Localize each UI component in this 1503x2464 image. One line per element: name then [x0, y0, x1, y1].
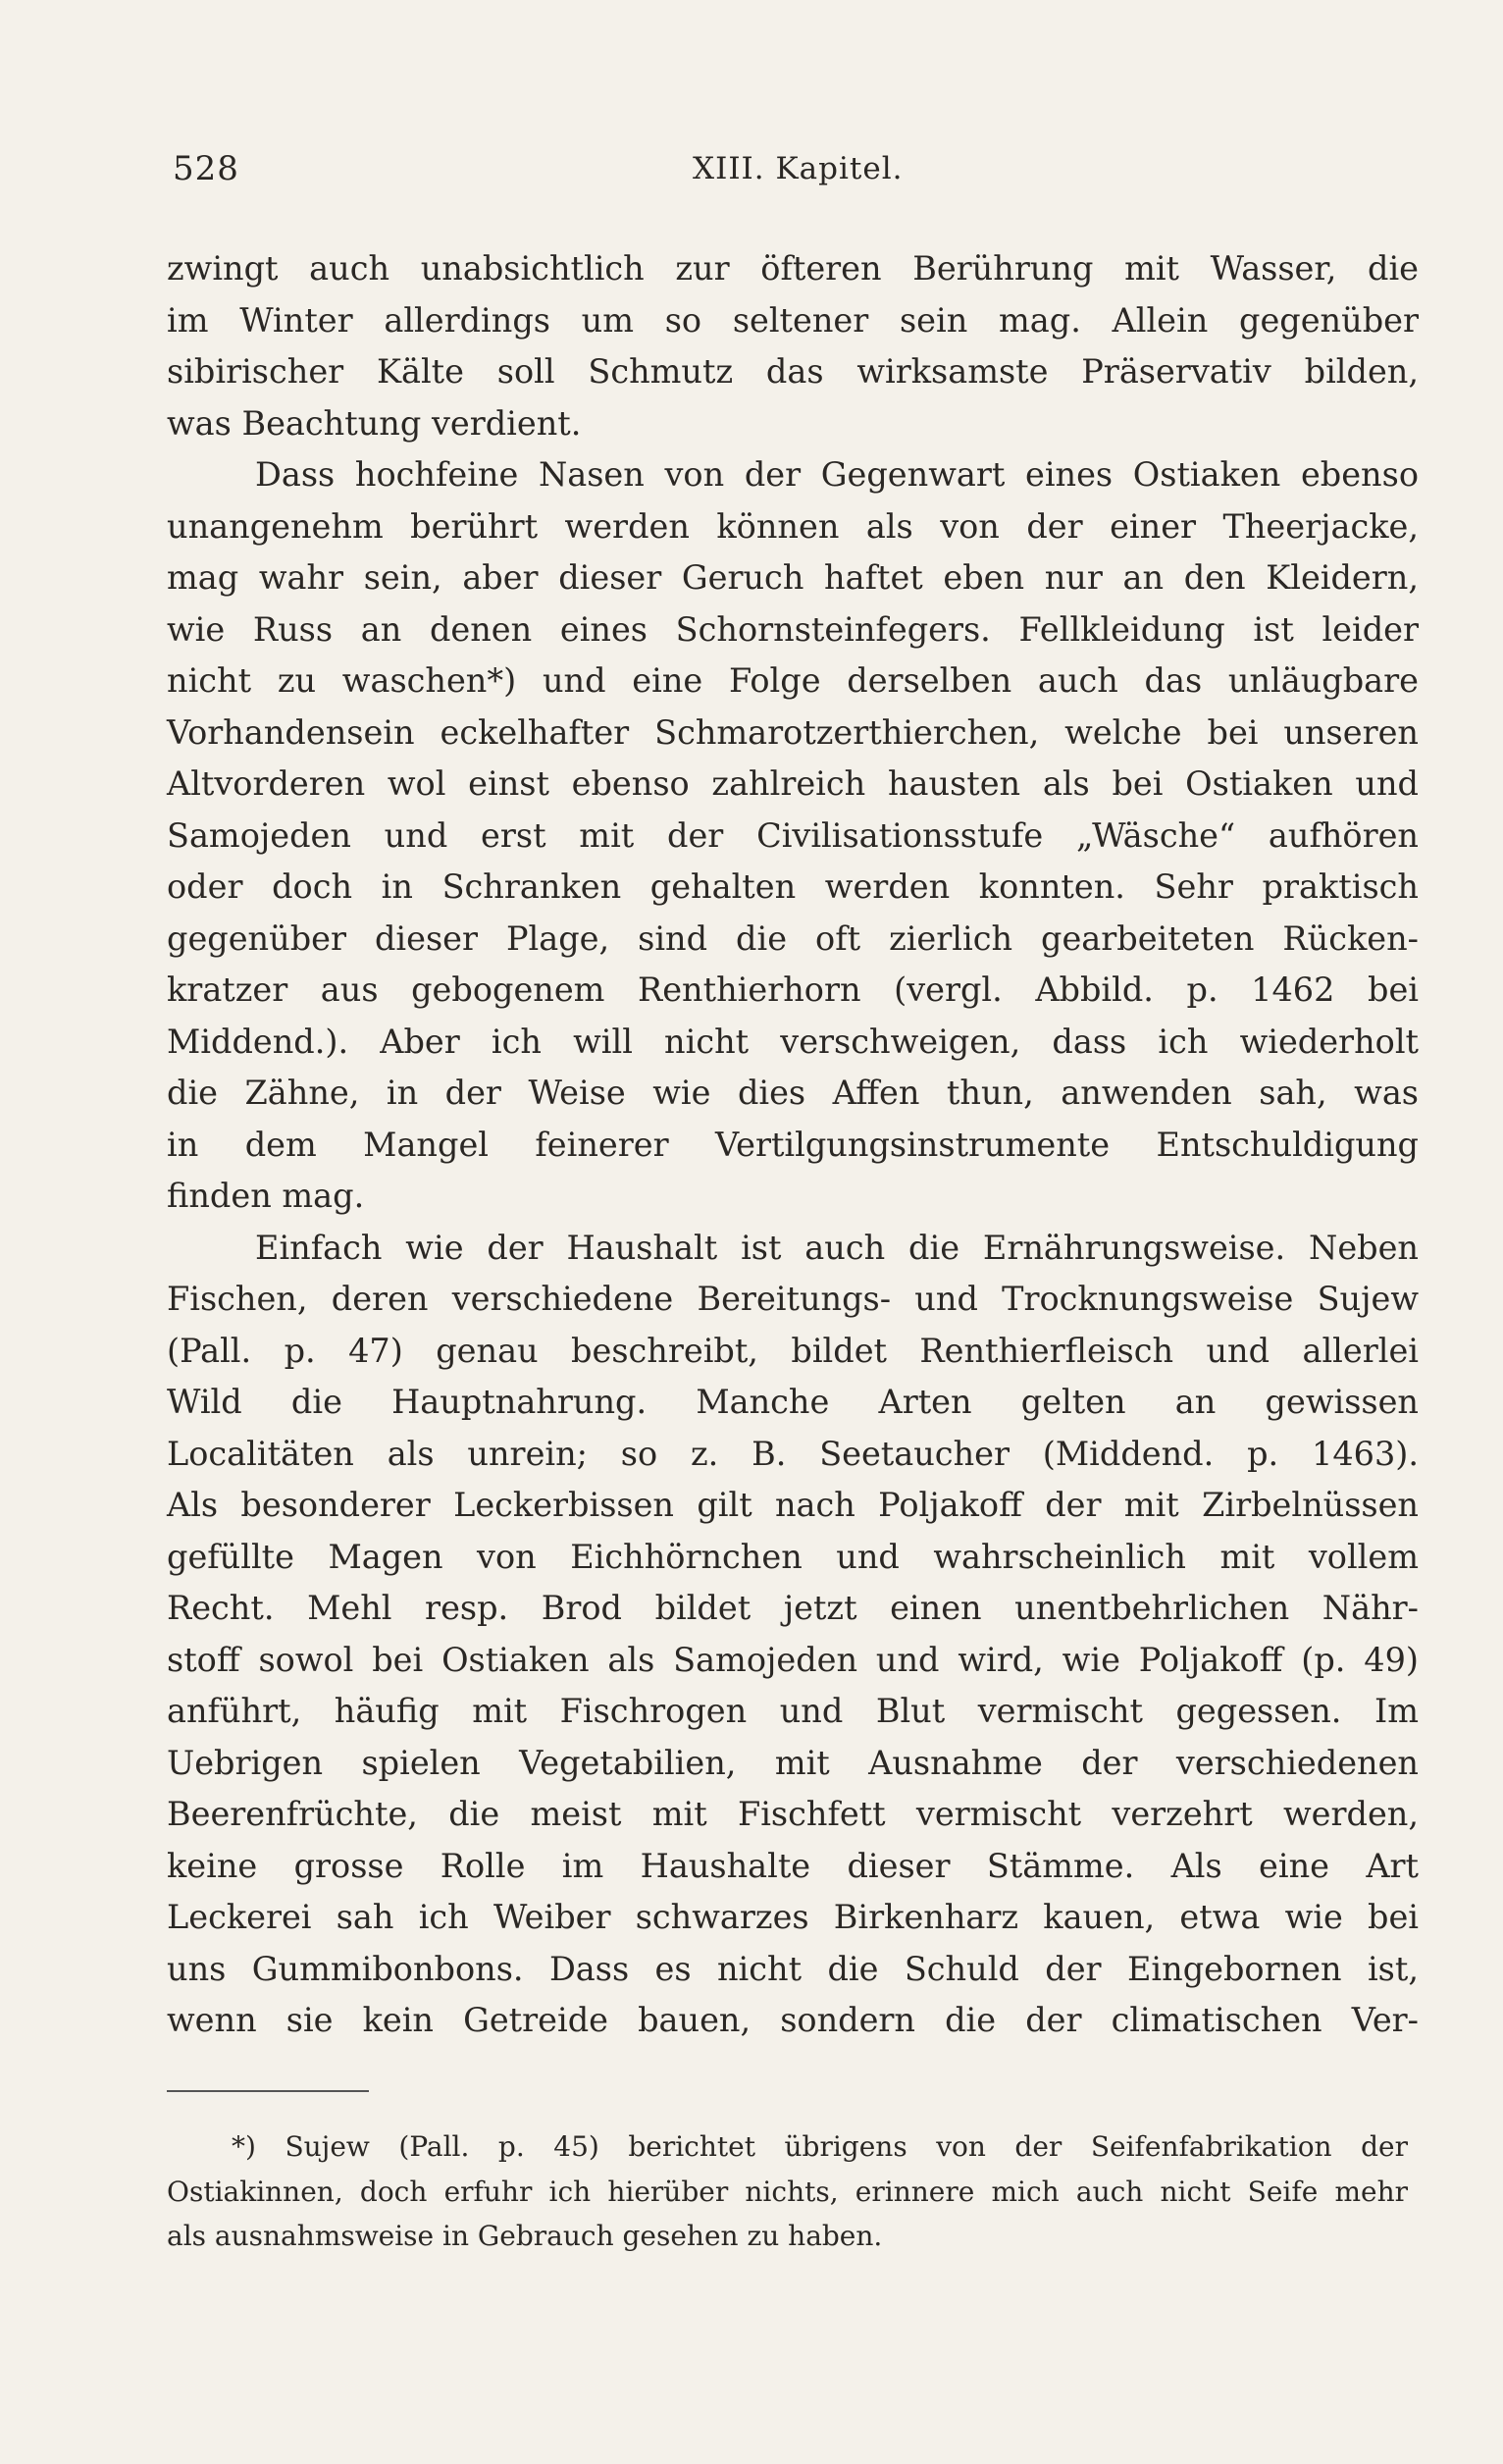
text-line: stoff sowol bei Ostiaken als Samojeden und wird, wie Poljakoff (p. 49): [167, 1640, 1419, 1679]
text-line: Localitäten als unrein; so z. B. Seetaucher (Middend. p. 1463).: [167, 1434, 1419, 1473]
text-line: im Winter allerdings um so seltener sein mag. Allein gegenüber: [167, 300, 1419, 340]
text-line: mag wahr sein, aber dieser Geruch haftet eben nur an den Kleidern,: [167, 558, 1419, 597]
text-line: Beerenfrüchte, die meist mit Fischfett vermischt verzehrt werden,: [167, 1795, 1419, 1833]
text-line: in dem Mangel feinerer Vertilgungsinstrumente Entschuldigung: [167, 1125, 1419, 1164]
footnote-divider: [167, 2090, 369, 2092]
text-line: (Pall. p. 47) genau beschreibt, bildet Renthierfleisch und allerlei: [167, 1331, 1419, 1370]
text-line: Leckerei sah ich Weiber schwarzes Birkenharz kauen, etwa wie bei: [167, 1898, 1419, 1936]
text-line: gefüllte Magen von Eichhörnchen und wahrscheinlich mit vollem: [167, 1537, 1419, 1576]
text-line: Wild die Hauptnahrung. Manche Arten gelten an gewissen: [167, 1383, 1419, 1421]
text-line: Einfach wie der Haushalt ist auch die Ernährungsweise. Neben: [255, 1228, 1419, 1267]
text-line: Dass hochfeine Nasen von der Gegenwart eines Ostiaken ebenso: [255, 455, 1419, 494]
text-line: was Beachtung verdient.: [167, 403, 582, 443]
text-line: sibirischer Kälte soll Schmutz das wirksamste Präservativ bilden,: [167, 352, 1419, 391]
page-number: 528: [173, 149, 239, 188]
text-line: oder doch in Schranken gehalten werden konnten. Sehr praktisch: [167, 867, 1419, 906]
text-line: Recht. Mehl resp. Brod bildet jetzt einen unentbehrlichen Nähr-: [167, 1589, 1419, 1627]
running-head: XIII. Kapitel.: [693, 151, 904, 186]
text-line: kratzer aus gebogenem Renthierhorn (vergl. Abbild. p. 1462 bei: [167, 970, 1419, 1009]
body-text: [167, 243, 1419, 2047]
text-line: zwingt auch unabsichtlich zur öfteren Berührung mit Wasser, die: [167, 249, 1419, 288]
text-line: die Zähne, in der Weise wie dies Affen thun, anwenden sah, was: [167, 1074, 1419, 1112]
text-line: anführt, häufig mit Fischrogen und Blut vermischt gegessen. Im: [167, 1692, 1419, 1730]
text-line: gegenüber dieser Plage, sind die oft zierlich gearbeiteten Rücken-: [167, 918, 1419, 958]
footnote: [167, 2124, 1408, 2259]
text-line: Fischen, deren verschiedene Bereitungs- und Trocknungsweise Sujew: [167, 1280, 1419, 1318]
footnote-line: als ausnahmsweise in Gebrauch gesehen zu haben.: [167, 2220, 883, 2252]
text-line: wie Russ an denen eines Schornsteinfegers. Fellkleidung ist leider: [167, 609, 1419, 649]
text-line: Uebrigen spielen Vegetabilien, mit Ausnahme der verschiedenen: [167, 1743, 1419, 1782]
text-line: Altvorderen wol einst ebenso zahlreich hausten als bei Ostiaken und: [167, 764, 1419, 803]
text-line: keine grosse Rolle im Haushalte dieser Stämme. Als eine Art: [167, 1846, 1419, 1885]
footnote-line: *) Sujew (Pall. p. 45) berichtet übrigens von der Seifenfabrikation der: [232, 2130, 1408, 2163]
text-line: Vorhandensein eckelhafter Schmarotzerthierchen, welche bei unseren: [167, 712, 1419, 752]
text-line: Middend.). Aber ich will nicht verschweigen, dass ich wiederholt: [167, 1022, 1419, 1061]
text-line: finden mag.: [167, 1177, 365, 1215]
footnote-line: Ostiakinnen, doch erfuhr ich hierüber nichts, erinnere mich auch nicht Seife mehr: [167, 2175, 1408, 2208]
text-line: nicht zu waschen*) und eine Folge derselben auch das unläugbare: [167, 661, 1419, 700]
text-line: unangenehm berührt werden können als von der einer Theerjacke,: [167, 506, 1419, 546]
text-line: uns Gummibonbons. Dass es nicht die Schuld der Eingebornen ist,: [167, 1949, 1419, 1988]
page-header: [173, 149, 1409, 196]
text-line: Samojeden und erst mit der Civilisationsstufe „Wäsche“ aufhören: [167, 815, 1419, 855]
text-line: Als besonderer Leckerbissen gilt nach Poljakoff der mit Zirbelnüssen: [167, 1486, 1419, 1524]
text-line: wenn sie kein Getreide bauen, sondern die der climatischen Ver-: [167, 2001, 1419, 2039]
